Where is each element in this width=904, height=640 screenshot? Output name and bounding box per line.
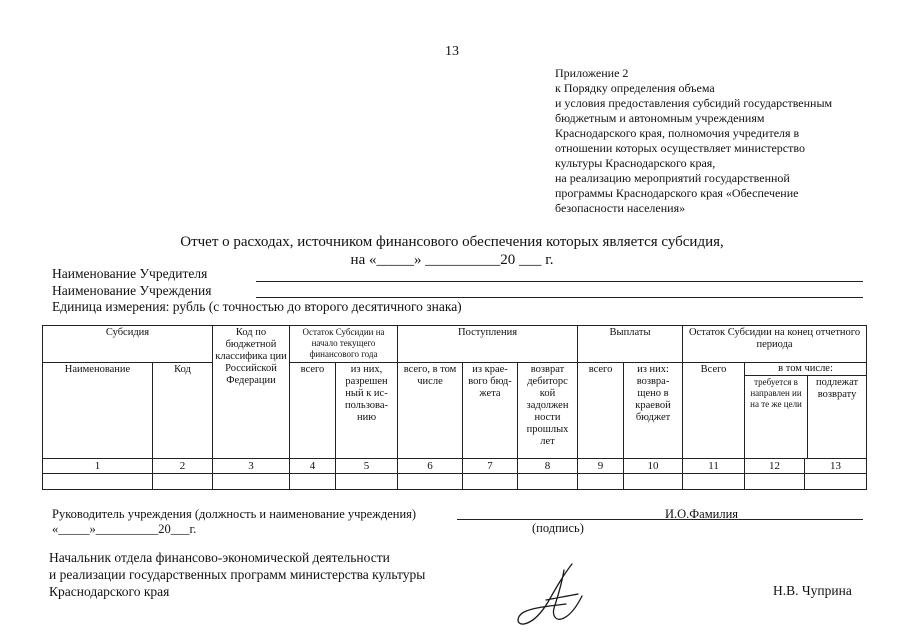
th-allowed: из них, разрешен ный к ис- пользова- нию — [336, 363, 398, 459]
appendix-line: на реализацию мероприятий государственной — [555, 171, 790, 185]
chief-name: Н.В. Чуприна — [773, 583, 852, 598]
th-balance-total: всего — [290, 363, 336, 459]
appendix-line: отношении которых осуществляет министерство — [555, 141, 805, 155]
col-number: 3 — [213, 459, 290, 474]
table-cell — [683, 474, 745, 490]
signature-underline — [457, 519, 863, 520]
chief-position-line: Краснодарского края — [49, 584, 170, 599]
th-to-return: подлежат возврату — [816, 377, 859, 400]
appendix-line: Приложение 2 — [555, 66, 629, 80]
table-cell — [213, 474, 290, 490]
report-date: «_____»__________20___г. — [52, 522, 197, 536]
table-cell — [518, 474, 578, 490]
appendix-line: программы Краснодарского края «Обеспечение — [555, 186, 799, 200]
table-cell — [290, 474, 336, 490]
appendix-line: и условия предоставления субсидий государственным — [555, 96, 833, 110]
signature-caption: (подпись) — [532, 521, 584, 535]
column-numbers-row — [43, 459, 867, 474]
th-subsidy: Субсидия — [43, 326, 213, 363]
th-budget-code: Код по бюджетной классифика ции Российской Федерации — [213, 326, 290, 459]
col-number: 7 — [463, 459, 518, 474]
col-number: 2 — [153, 459, 213, 474]
col-number: 12 — [745, 459, 805, 474]
th-from-budget: из крае- вого бюд- жета — [463, 363, 518, 459]
table-cell — [336, 474, 398, 490]
col-number: 13 — [805, 459, 867, 474]
th-receipts: Поступления — [398, 326, 578, 363]
col-number: 11 — [683, 459, 745, 474]
report-title-line1: Отчет о расходах, источником финансового обеспечения которых является субсидия, — [180, 234, 724, 250]
th-required: требуется в направлен ии на те же цели — [745, 376, 808, 458]
table-cell — [153, 474, 213, 490]
col-number: 9 — [578, 459, 624, 474]
founder-underline — [256, 281, 863, 282]
th-receipts-total: всего, в том числе — [398, 363, 463, 459]
chief-position-line: Начальник отдела финансово-экономической деятельности — [49, 550, 390, 565]
table-cell — [398, 474, 463, 490]
th-including: в том числе: — [745, 363, 866, 376]
table-cell — [578, 474, 624, 490]
table-cell — [624, 474, 683, 490]
unit-label: Единица измерения: рубль (с точностью до второго десятичного знака) — [52, 299, 462, 314]
table-cell — [745, 474, 805, 490]
report-title-date: на «_____» __________20 ___ г. — [350, 252, 554, 268]
institution-label: Наименование Учреждения — [52, 283, 212, 298]
chief-position-line: и реализации государственных программ министерства культуры — [49, 567, 426, 582]
appendix-line: бюджетным и автономным учреждениям — [555, 111, 765, 125]
col-number: 8 — [518, 459, 578, 474]
empty-data-row — [43, 474, 867, 490]
th-balance-start: Остаток Субсидии на начало текущего финансового года — [290, 326, 398, 363]
founder-label: Наименование Учредителя — [52, 266, 208, 281]
institution-underline — [256, 297, 863, 298]
appendix-line: безопасности населения» — [555, 201, 686, 215]
appendix-line: культуры Краснодарского края, — [555, 156, 716, 170]
th-payments-total: всего — [578, 363, 624, 459]
col-number: 4 — [290, 459, 336, 474]
head-of-institution: Руководитель учреждения (должность и наименование учреждения) — [52, 507, 417, 521]
appendix-line: к Порядку определения объема — [555, 81, 715, 95]
table-cell — [463, 474, 518, 490]
th-returned: из них: возвра- щено в краевой бюджет — [624, 363, 683, 459]
appendix-note — [555, 66, 895, 216]
handwritten-signature-icon — [512, 560, 602, 632]
col-number: 5 — [336, 459, 398, 474]
report-table — [42, 325, 867, 490]
th-including-group — [745, 363, 867, 459]
table-cell — [805, 474, 867, 490]
th-balance-end: Остаток Субсидии на конец отчетного периода — [683, 326, 867, 363]
th-return-debt: возврат дебиторс кой задолжен ности прошлых лет — [518, 363, 578, 459]
table-cell — [43, 474, 153, 490]
th-name: Наименование — [43, 363, 153, 459]
th-end-total: Всего — [683, 363, 745, 459]
appendix-line: Краснодарского края, полномочия учредителя в — [555, 126, 800, 140]
th-payments: Выплаты — [578, 326, 683, 363]
col-number: 6 — [398, 459, 463, 474]
signature-name: И.О.Фамилия — [665, 507, 739, 521]
th-code: Код — [153, 363, 213, 459]
chief-position — [49, 549, 425, 600]
col-number: 1 — [43, 459, 153, 474]
col-number: 10 — [624, 459, 683, 474]
report-title — [0, 233, 904, 269]
page-number: 13 — [445, 44, 459, 59]
